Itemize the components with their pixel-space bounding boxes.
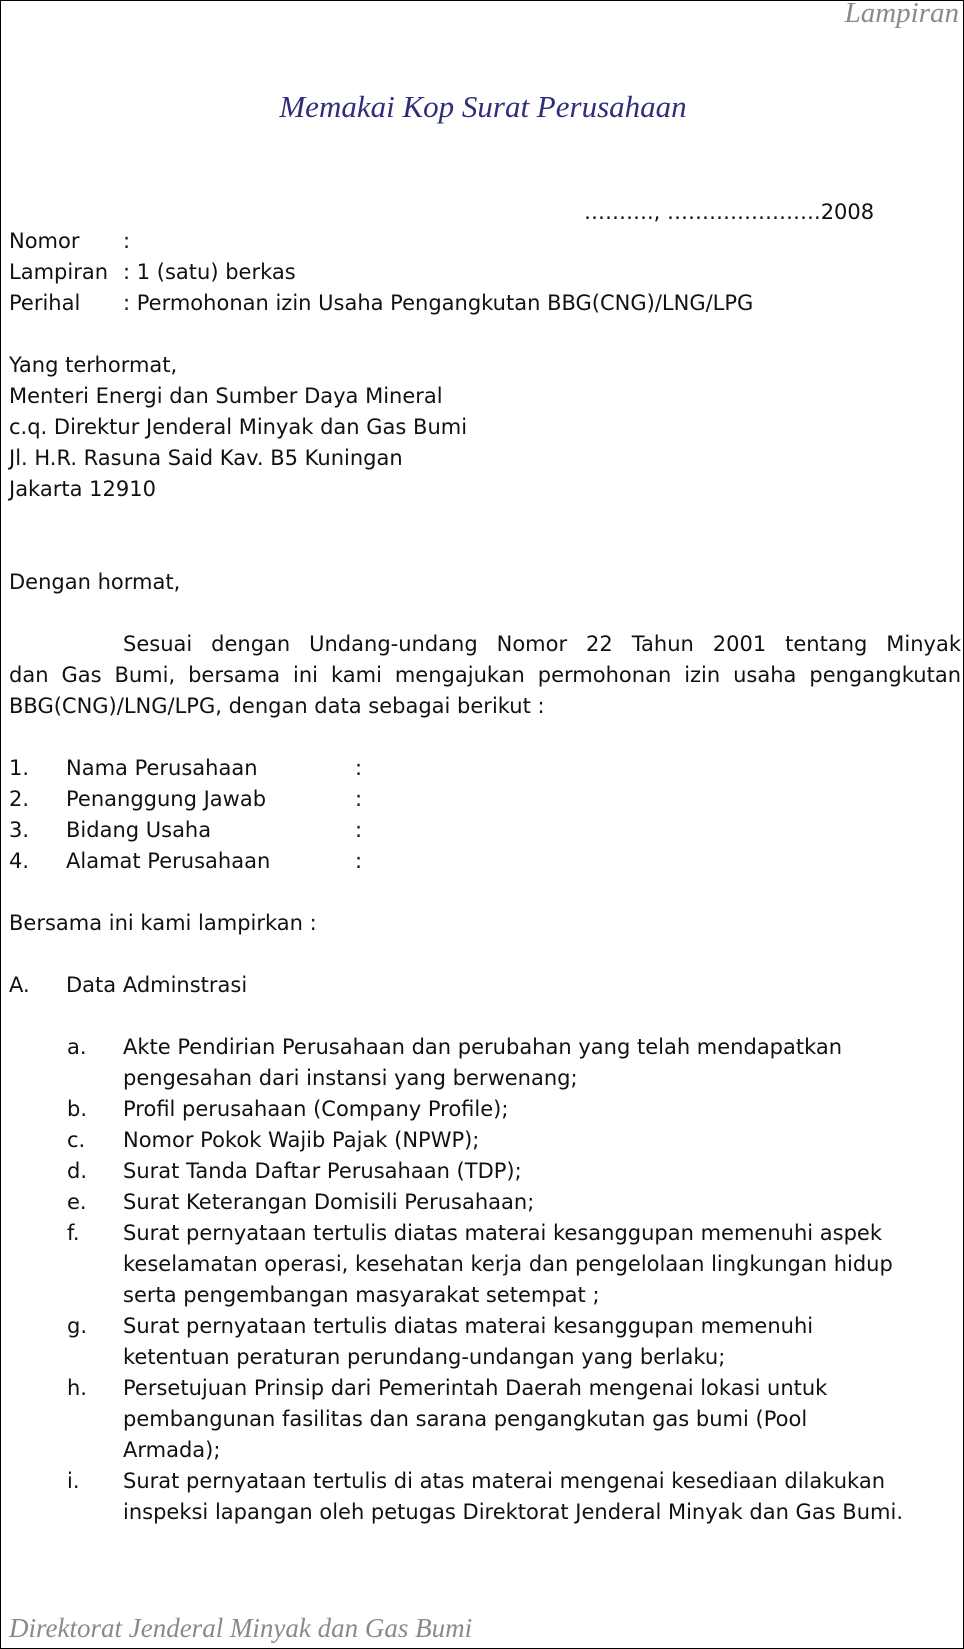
item-text: ketentuan peraturan perundang-undangan yang berlaku; (123, 1345, 726, 1369)
lampiran-header-tag: Lampiran (844, 0, 959, 29)
field-label: Nama Perusahaan (66, 756, 258, 780)
field-number: 3. (9, 818, 30, 842)
attachments-intro: Bersama ini kami lampirkan : (9, 911, 317, 935)
recipient-line: c.q. Direktur Jenderal Minyak dan Gas Bumi (9, 415, 468, 439)
item-text: pengesahan dari instansi yang berwenang; (123, 1066, 578, 1090)
item-letter: i. (67, 1469, 80, 1493)
item-text: serta pengembangan masyarakat setempat ; (123, 1283, 600, 1307)
section-title: Data Adminstrasi (66, 973, 248, 997)
item-letter: h. (67, 1376, 87, 1400)
item-text: Surat pernyataan tertulis diatas materai kesanggupan memenuhi (123, 1314, 814, 1338)
footer-text: Direktorat Jenderal Minyak dan Gas Bumi (9, 1613, 473, 1643)
lampiran-label: Lampiran (9, 260, 109, 284)
item-letter: c. (67, 1128, 86, 1152)
field-colon: : (355, 787, 363, 811)
section-letter: A. (9, 973, 30, 997)
item-text: inspeksi lapangan oleh petugas Direktorat Jenderal Minyak dan Gas Bumi. (123, 1500, 903, 1524)
item-text: Persetujuan Prinsip dari Pemerintah Daerah mengenai lokasi untuk (123, 1376, 828, 1400)
body-paragraph-line: dan Gas Bumi, bersama ini kami mengajukan permohonan izin usaha pengangkutan (9, 663, 961, 687)
lampiran-value: : 1 (satu) berkas (123, 260, 296, 284)
item-letter: b. (67, 1097, 88, 1121)
item-text: Surat Tanda Daftar Perusahaan (TDP); (123, 1159, 522, 1183)
field-number: 1. (9, 756, 30, 780)
perihal-value: : Permohonan izin Usaha Pengangkutan BBG(CNG)/LNG/LPG (123, 291, 754, 315)
salutation: Dengan hormat, (9, 570, 181, 594)
item-letter: d. (67, 1159, 88, 1183)
recipient-line: Jl. H.R. Rasuna Said Kav. B5 Kuningan (9, 446, 403, 470)
item-text: Surat pernyataan tertulis di atas materai mengenai kesediaan dilakukan (123, 1469, 886, 1493)
field-number: 2. (9, 787, 30, 811)
body-paragraph-line: BBG(CNG)/LNG/LPG, dengan data sebagai berikut : (9, 694, 545, 718)
perihal-label: Perihal (9, 291, 81, 315)
recipient-line: Yang terhormat, (9, 353, 178, 377)
item-letter: f. (67, 1221, 80, 1245)
item-letter: e. (67, 1190, 87, 1214)
nomor-value: : (123, 229, 131, 253)
field-colon: : (355, 849, 363, 873)
recipient-line: Jakarta 12910 (9, 477, 156, 501)
item-text: Surat Keterangan Domisili Perusahaan; (123, 1190, 535, 1214)
item-letter: a. (67, 1035, 87, 1059)
recipient-line: Menteri Energi dan Sumber Daya Mineral (9, 384, 443, 408)
item-text: Surat pernyataan tertulis diatas materai kesanggupan memenuhi aspek (123, 1221, 883, 1245)
item-text: Akte Pendirian Perusahaan dan perubahan yang telah mendapatkan (123, 1035, 843, 1059)
date-line: ………., ………………….2008 (584, 200, 875, 224)
document-title: Memakai Kop Surat Perusahaan (279, 89, 687, 124)
item-text: Armada); (123, 1438, 221, 1462)
field-colon: : (355, 756, 363, 780)
item-text: keselamatan operasi, kesehatan kerja dan pengelolaan lingkungan hidup (123, 1252, 893, 1276)
field-colon: : (355, 818, 363, 842)
field-label: Bidang Usaha (66, 818, 212, 842)
item-letter: g. (67, 1314, 88, 1338)
item-text: pembangunan fasilitas dan sarana pengangkutan gas bumi (Pool (123, 1407, 808, 1431)
item-text: Nomor Pokok Wajib Pajak (NPWP); (123, 1128, 480, 1152)
body-paragraph-line: Sesuai dengan Undang-undang Nomor 22 Tahun 2001 tentang Minyak (123, 632, 961, 656)
item-text: Profil perusahaan (Company Profile); (123, 1097, 509, 1121)
nomor-label: Nomor (9, 229, 80, 253)
field-label: Penanggung Jawab (66, 787, 267, 811)
field-label: Alamat Perusahaan (66, 849, 271, 873)
field-number: 4. (9, 849, 30, 873)
